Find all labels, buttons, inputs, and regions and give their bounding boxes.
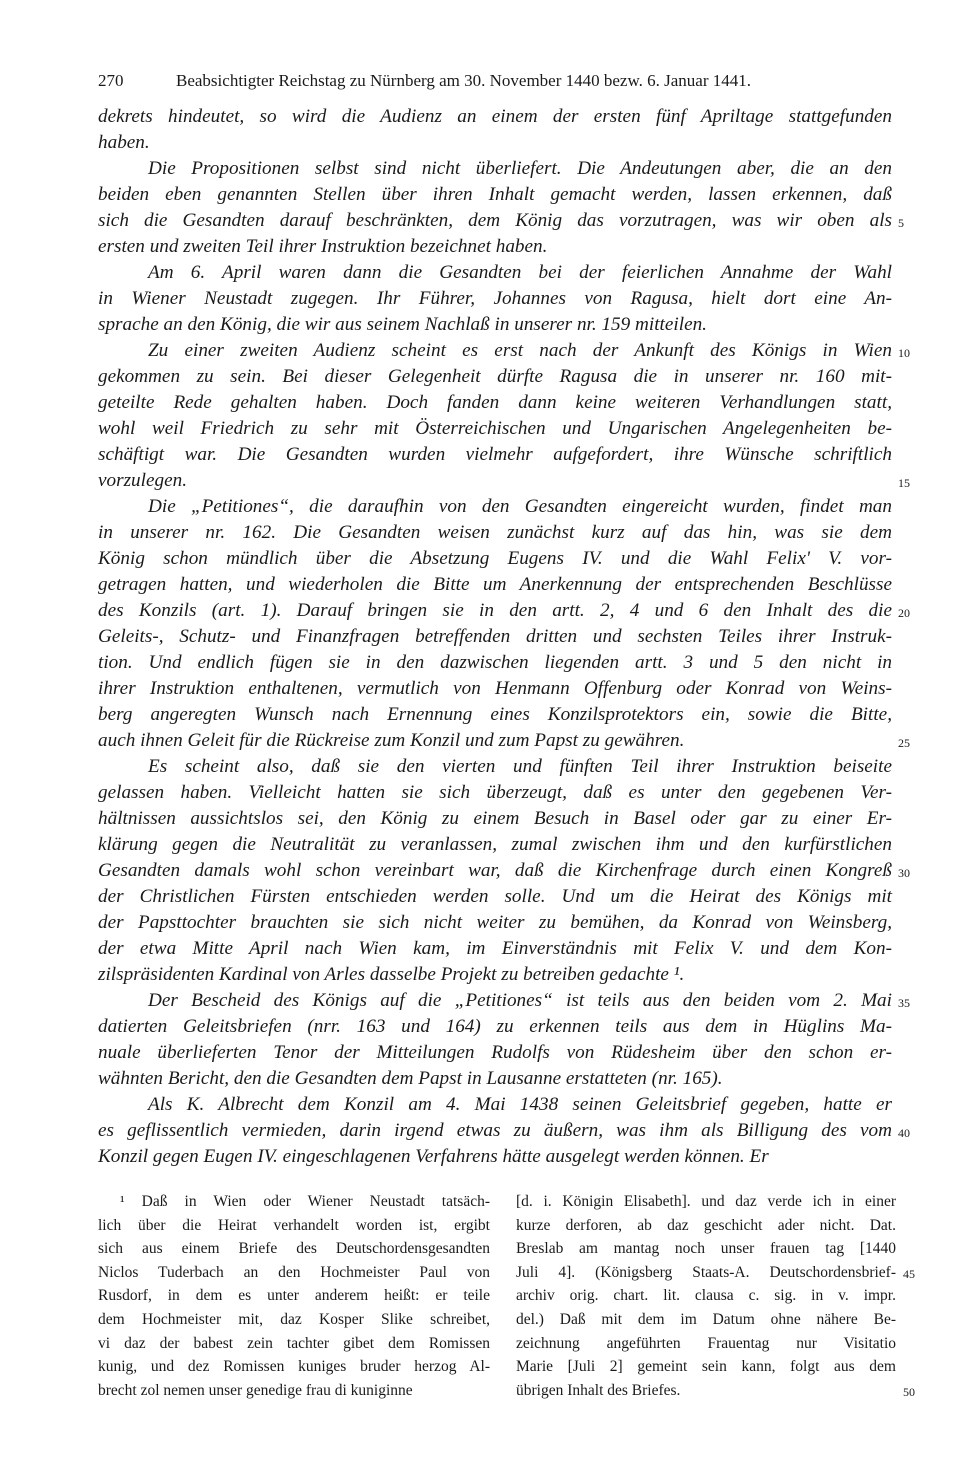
text-line: König schon mündlich über die Absetzung Eugens IV. und die Wahl Felix' V. vor- (98, 548, 892, 569)
text-line: berg angeregten Wunsch nach Ernennung eines Konzilsprotektors ein, sowie die Bitte, (98, 704, 892, 725)
text-line: sprache an den König, die wir aus seinem Nachlaß in unserer nr. 159 mitteilen. (98, 314, 707, 335)
footnote-line: ¹ Daß in Wien oder Wiener Neustadt tatsäch- (120, 1193, 490, 1210)
line-number: 30 (898, 866, 910, 880)
text-line: Zu einer zweiten Audienz scheint es erst nach der Ankunft des Königs in Wien (148, 340, 892, 361)
text-line: vorzulegen. (98, 470, 187, 491)
line-number: 20 (898, 606, 910, 620)
footnote-line: Breslab am mantag noch unser frauen tag [1440 (516, 1240, 896, 1258)
text-line: getragen hatten, und wiederholen die Bitte um Anerkennung der entsprechenden Beschlüsse (98, 574, 892, 595)
footnote-line: archiv orig. chart. lit. clausa c. sig. in v. impr. (516, 1287, 896, 1305)
text-line: in Wiener Neustadt zugegen. Ihr Führer, Johannes von Ragusa, hielt dort eine An- (98, 288, 892, 309)
running-title: Beabsichtigter Reichstag zu Nürnberg am 30. November 1440 bezw. 6. Januar 1441. (176, 71, 752, 90)
text-line: zilspräsidenten Kardinal von Arles dasselbe Projekt zu betreiben gedachte ¹. (98, 964, 685, 985)
text-line: Als K. Albrecht dem Konzil am 4. Mai 1438 seinen Geleitsbrief gegeben, hatte er (148, 1094, 892, 1115)
line-number: 40 (898, 1126, 910, 1140)
text-line: Es scheint also, daß sie den vierten und fünften Teil ihrer Instruktion beiseite (148, 756, 892, 777)
text-line: des Konzils (art. 1). Darauf bringen sie in den artt. 2, 4 und 6 den Inhalt des die (98, 600, 892, 621)
footnote-line: kunig, und dez Romissen kuniges bruder herzog Al- (98, 1358, 490, 1376)
footnote-line: lich über die Heirat verhandelt worden ist, ergibt (98, 1216, 490, 1234)
footnote-line: del.) Daß mit dem im Datum ohne nähere Be- (516, 1310, 896, 1328)
footnote-line: Rusdorf, in dem es unter anderem heißt: er teile (98, 1287, 490, 1305)
text-line: ihrer Instruktion enthaltenen, vermutlich von Henmann Offenburg oder Konrad von Weins- (98, 678, 892, 699)
footnote-line: Niclos Tuderbach an den Hochmeister Paul von (98, 1263, 490, 1281)
text-line: wohl weil Friedrich zu sehr mit Österreichischen und Ungarischen Angelegenheiten be- (98, 418, 892, 439)
line-number: 35 (898, 996, 910, 1010)
text-line: gelassen haben. Vielleicht hatten sie sich überzeugt, daß es unter den gegebenen Ver- (98, 782, 892, 803)
line-number: 25 (898, 736, 910, 750)
line-number: 15 (898, 476, 910, 490)
footnote-line: dem Hochmeister mit, daz Kosper Slike schreibet, (98, 1310, 490, 1328)
text-line: beiden eben genannten Stellen über ihren Inhalt gemacht werden, lassen erkennen, daß (98, 184, 892, 205)
text-line: hältnissen aussichtslos sei, den König zu einem Besuch in Basel oder gar zu einer Er- (98, 808, 892, 829)
text-line: Der Bescheid des Königs auf die „Petitiones“ ist teils aus den beiden vom 2. Mai (148, 990, 892, 1011)
text-line: Am 6. April waren dann die Gesandten bei der feierlichen Annahme der Wahl (148, 262, 892, 283)
line-number: 10 (898, 346, 910, 360)
main-text (98, 104, 892, 1170)
line-number: 5 (898, 216, 904, 230)
page-number: 270 (98, 71, 124, 90)
text-line: tion. Und endlich fügen sie in den dazwischen liegenden artt. 3 und 5 den nicht in (98, 652, 892, 673)
text-line: klärung gegen die Neutralität zu veranlassen, zumal zwischen ihm und den kurfürstlichen (98, 834, 892, 855)
text-line: der Papsttochter brauchten sie sich nicht weiter zu bemühen, da Konrad von Weinsberg, (98, 912, 892, 933)
footnote-line: vi daz der babest zein tachter gibet dem Romissen (98, 1334, 490, 1352)
footnote-line: zeichnung angeführten Frauentag nur Visitatio (516, 1334, 896, 1352)
text-line: gekommen zu sein. Bei dieser Gelegenheit dürfte Ragusa die in unserer nr. 160 mit- (98, 366, 892, 387)
footnote-line: Marie [Juli 2] gemeint sein kann, folgt aus dem (516, 1358, 896, 1376)
footnote-line-number: 50 (903, 1384, 915, 1399)
text-line: auch ihnen Geleit für die Rückreise zum Konzil und zum Papst zu gewähren. (98, 730, 685, 751)
text-line: nuale überlieferten Tenor der Mitteilungen Rudolfs von Rüdesheim über den schon er- (98, 1042, 892, 1063)
text-line: geteilte Rede gehalten haben. Doch fanden dann keine weiteren Verhandlungen statt, (98, 392, 892, 413)
footnote-line: brecht zol nemen unser genedige frau di kuniginne (98, 1381, 413, 1399)
text-line: Gesandten damals wohl schon vereinbart war, daß die Kirchenfrage durch einen Kongreß (98, 860, 892, 881)
text-line: wähnten Bericht, den die Gesandten dem Papst in Lausanne erstatteten (nr. 165). (98, 1068, 723, 1089)
text-line: sich die Gesandten darauf beschränkten, dem König das vorzutragen, was wir oben als (98, 210, 892, 231)
text-line: Die „Petitiones“, die daraufhin von den Gesandten eingereicht wurden, findet man (148, 496, 892, 517)
text-line: in unserer nr. 162. Die Gesandten weisen zunächst kurz auf das hin, was sie dem (98, 522, 892, 543)
text-line: Die Propositionen selbst sind nicht überliefert. Die Andeutungen aber, die an den (148, 158, 892, 179)
text-line: haben. (98, 132, 150, 153)
footnote-line-number: 45 (903, 1266, 915, 1281)
footnote-right-column (516, 1190, 896, 1402)
text-line: es geflissentlich vermieden, darin irgend etwas zu äußern, was ihm als Billigung des vom (98, 1120, 892, 1141)
footnote-left-column (98, 1190, 490, 1402)
running-header (98, 71, 898, 91)
text-line: Geleits-, Schutz- und Finanzfragen betreffenden dritten und sechsten Teiles ihrer Instruk- (98, 626, 892, 647)
text-line: Konzil gegen Eugen IV. eingeschlagenen Verfahrens hätte ausgelegt werden können. Er (98, 1146, 769, 1167)
text-line: datierten Geleitsbriefen (nrr. 163 und 164) zu erkennen teils aus dem in Hüglins Ma- (98, 1016, 892, 1037)
footnote-line: kurze derforen, ab daz geschicht ader nicht. Dat. (516, 1216, 896, 1234)
footnote-line: sich aus einem Briefe des Deutschordensgesandten (98, 1240, 490, 1258)
text-line: der etwa Mitte April nach Wien kam, im Einverständnis mit Felix V. und dem Kon- (98, 938, 892, 959)
text-line: schäftigt war. Die Gesandten wurden vielmehr aufgefordert, ihre Wünsche schriftlich (98, 444, 892, 465)
footnote-line: [d. i. Königin Elisabeth]. und daz verde ich in einer (516, 1193, 896, 1210)
footnote-line: Juli 4]. (Königsberg Staats-A. Deutschordensbrief- (516, 1263, 896, 1281)
text-line: dekrets hindeutet, so wird die Audienz an einem der ersten fünf Apriltage stattgefunden (98, 106, 892, 127)
footnote-line: übrigen Inhalt des Briefes. (516, 1381, 681, 1399)
text-line: ersten und zweiten Teil ihrer Instruktion bezeichnet haben. (98, 236, 548, 257)
text-line: der Christlichen Fürsten entschieden werden solle. Und um die Heirat des Königs mit (98, 886, 892, 907)
